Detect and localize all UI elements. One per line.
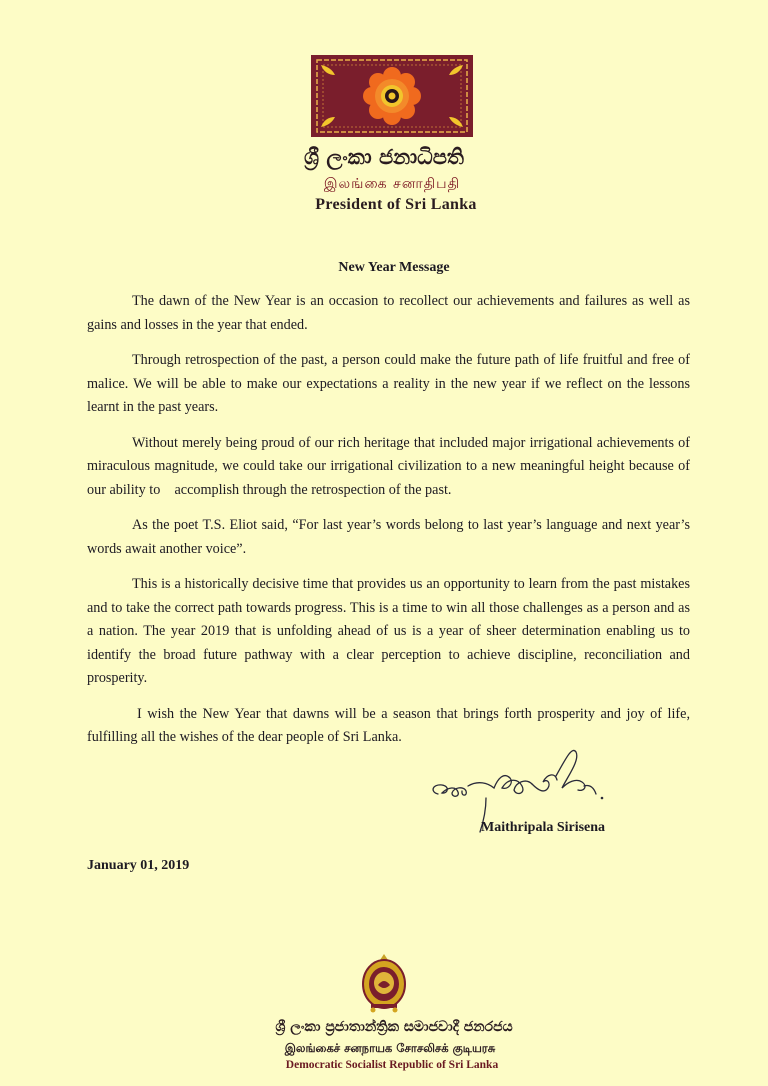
letter-heading: New Year Message — [338, 260, 450, 275]
letter-body — [87, 290, 694, 762]
letter-paragraph: Without merely being proud of our rich heritage that included major irrigational achievements of miraculous magnitude, we could take our irrigational civilization to a new meaningful height because of our ability to accomplish through the retrospection of the past. — [87, 434, 694, 498]
national-emblem-seal-icon — [359, 952, 409, 1014]
letter-paragraph: I wish the New Year that dawns will be a season that brings forth prosperity and joy of life, fulfilling all the wishes of the dear people of Sri Lanka. — [87, 705, 690, 745]
office-title-sinhala: ශ්‍රී ලංකා ජනාධිපති — [304, 145, 464, 169]
office-title-english: President of Sri Lanka — [315, 196, 477, 213]
presidential-lotus-emblem-icon — [311, 55, 473, 137]
republic-name-sinhala: ශ්‍රී ලංකා ප්‍රජාතාන්ත්‍රික සමාජවාදී ජනරජය — [275, 1019, 513, 1035]
office-title-tamil: இலங்கை சனாதிபதி — [323, 176, 461, 192]
republic-name-tamil: இலங்கைச் சனநாயக சோசலிசக் குடியரசு — [284, 1041, 496, 1055]
letter-paragraph: This is a historically decisive time that provides us an opportunity to learn from the past mistakes and to take the correct path towards progress. This is a time to win all those challenges as a person and as a nation. The year 2019 that is unfolding ahead of us is a year of sheer determination enabling us to identify the broad future pathway with a clear perception to achieve discipline, reconciliation and prosperity. — [87, 576, 690, 686]
letter-paragraph: The dawn of the New Year is an occasion to recollect our achievements and failures as well as gains and losses in the year that ended. — [87, 293, 690, 333]
republic-name-english: Democratic Socialist Republic of Sri Lanka — [285, 1059, 499, 1071]
letter-date: January 01, 2019 — [87, 858, 190, 873]
letter-paragraph: As the poet T.S. Eliot said, “For last year’s words belong to last year’s language and next year’s words await another voice”. — [87, 517, 690, 557]
signer-name: Maithripala Sirisena — [481, 820, 606, 835]
letter-paragraph: Through retrospection of the past, a person could make the future path of life fruitful and free of malice. We will be able to make our expectations a reality in the new year if we reflect on the lessons learnt in the past years. — [87, 352, 690, 415]
